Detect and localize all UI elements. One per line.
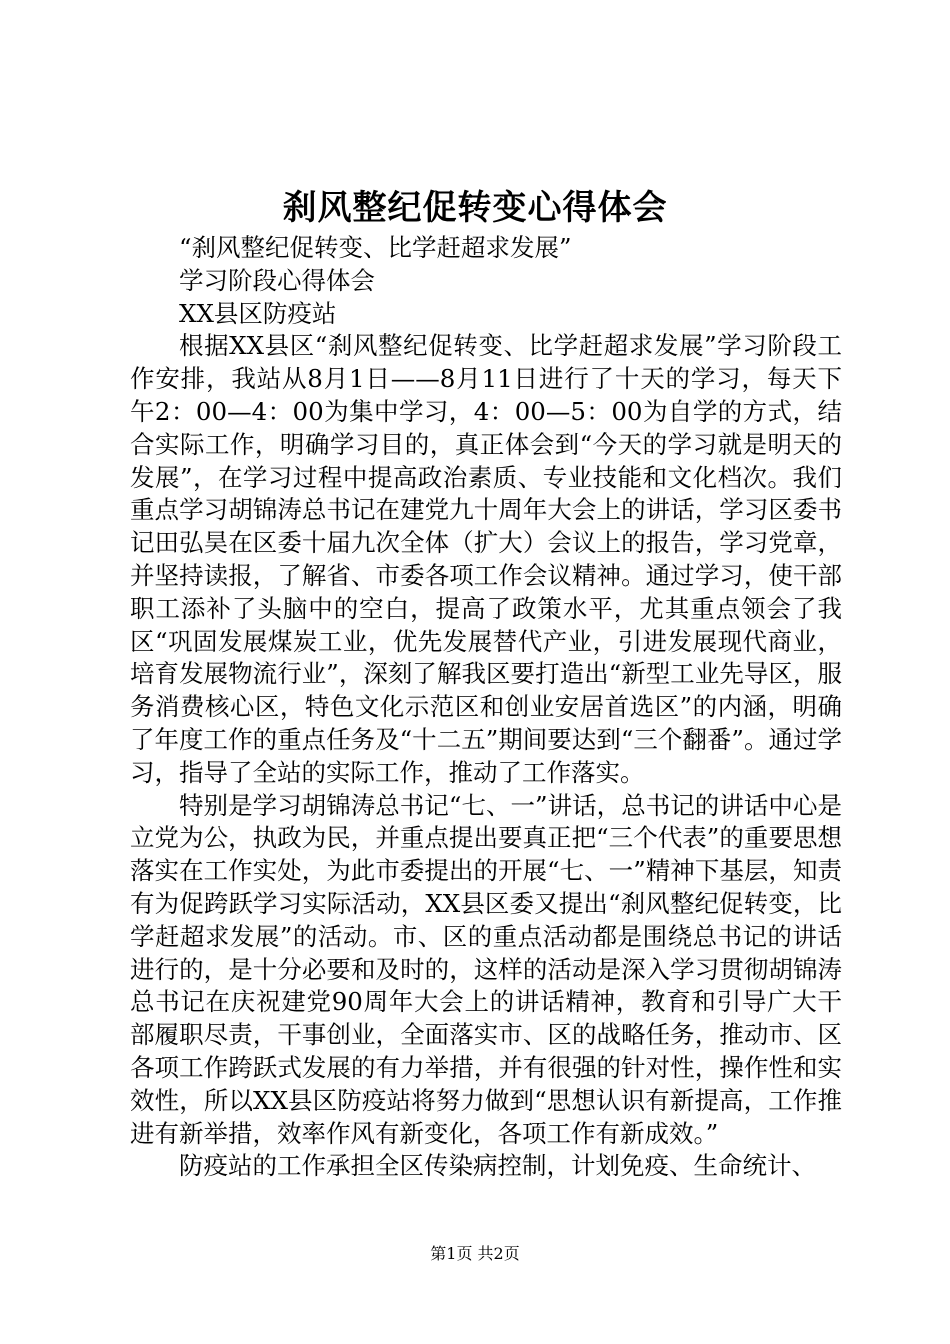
document-title: 刹风整纪促转变心得体会 (282, 188, 668, 228)
author-line: XX县区防疫站 (179, 298, 337, 328)
subtitle-line: “刹风整纪促转变、比学赶超求发展” (179, 233, 572, 262)
body-paragraph: 防疫站的工作承担全区传染病控制，计划免疫、生命统计、 (179, 1151, 816, 1181)
body-paragraph: 根据XX县区“刹风整纪促转变、比学赶超求发展”学习阶段工作安排，我站从8月1日——8月11日进行了十天的学习，每天下午2：00—4：00为集中学习，4：00—5：00为自学的方式，结合实际工作，明确学习目的，真正体会到“今天的学习就是明天的发展”，在学习过程中提高政治素质、专业技能和文化档次。我们重点学习胡锦涛总书记在建党九十周年大会上的讲话，学习区委书记田弘昊在区委十届九次全体（扩大）会议上的报告，学习党章，并坚持读报，了解省、市委各项工作会议精神。通过学习，使干部职工添补了头脑中的空白，提高了政策水平，尤其重点领会了我区“巩固发展煤炭工业，优先发展替代产业，引进发展现代商业，培育发展物流行业”，深刻了解我区要打造出“新型工业先导区，服务消费核心区，特色文化示范区和创业安居首选区”的内涵，明确了年度工作的重点任务及“十二五”期间要达到“三个翻番”。通过学习，指导了全站的实际工作，推动了工作落实。 (130, 331, 842, 787)
page-number-footer: 第1页 共2页 (430, 1244, 520, 1263)
document-body (130, 232, 842, 1183)
body-paragraph: 特别是学习胡锦涛总书记“七、一”讲话，总书记的讲话中心是立党为公，执政为民，并重点提出要真正把“三个代表”的重要思想落实在工作实处，为此市委提出的开展“七、一”精神下基层，知责有为促跨跃学习实际活动，XX县区委又提出“刹风整纪促转变，比学赶超求发展”的活动。市、区的重点活动都是围绕总书记的讲话进行的，是十分必要和及时的，这样的活动是深入学习贯彻胡锦涛总书记在庆祝建党90周年大会上的讲话精神，教育和引导广大干部履职尽责，干事创业，全面落实市、区的战略任务，推动市、区各项工作跨跃式发展的有力举措，并有很强的针对性，操作性和实效性，所以XX县区防疫站将努力做到“思想认识有新提高，工作推进有新举措，效率作风有新变化，各项工作有新成效。” (130, 790, 842, 1148)
subtitle-line: 学习阶段心得体会 (179, 265, 375, 295)
